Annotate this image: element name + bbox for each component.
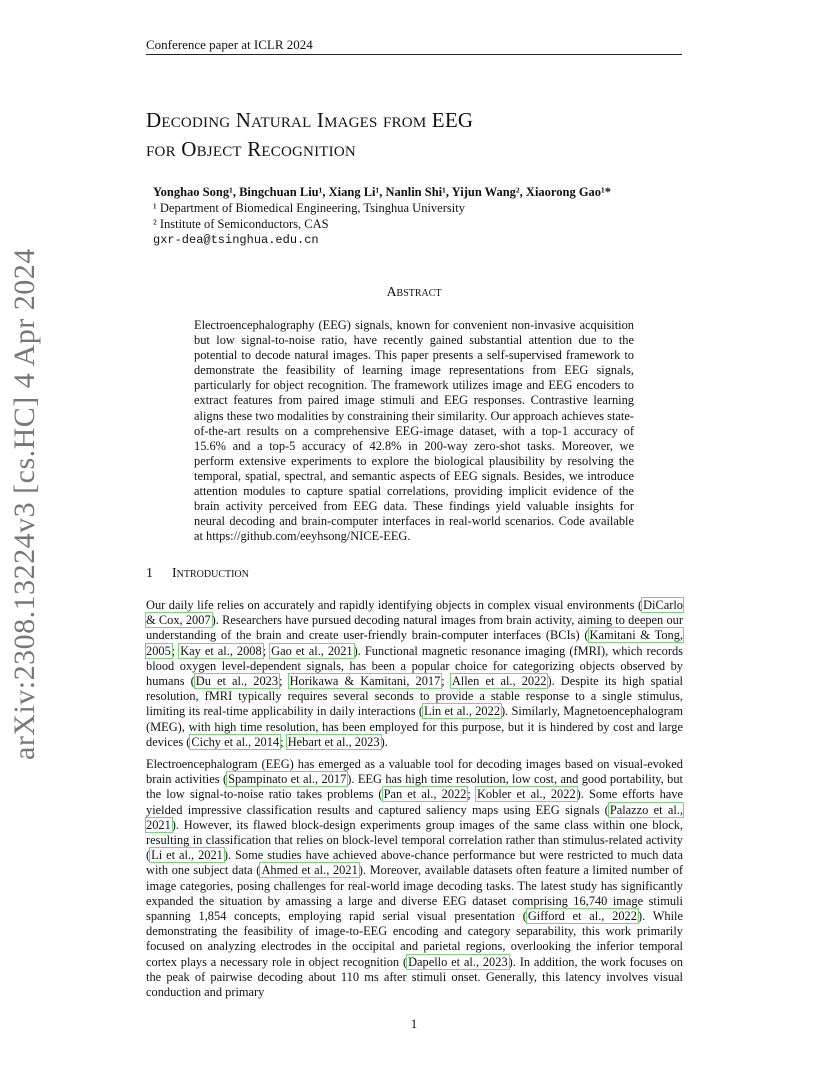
section-number: 1 [146,566,153,581]
abstract-heading: Abstract [386,285,442,300]
section-title: Introduction [172,566,249,581]
affiliation-1: ¹ Department of Biomedical Engineering, Tsinghua University [153,201,465,215]
citation-link[interactable]: Hebart et al., 2023 [287,734,380,749]
citation-link[interactable]: Allen et al., 2022 [451,674,547,689]
abstract-text: Electroencephalography (EEG) signals, known for convenient non-invasive acquisition but low signal-to-noise ratio, have recently gained substantial attention due to the potential to decode natural images. This paper presents a self-supervised framework to demonstrate the feasibility of learning image representations from EEG signals, particularly for object recognition. The framework utilizes image and EEG encoders to extract features from paired image stimuli and EEG responses. Contrastive learning aligns these two modalities by constraining their similarity. Our approach achieves state-of-the-art results on a comprehensive EEG-image dataset, with a top-1 accuracy of 15.6% and a top-5 accuracy of 42.8% in 200-way zero-shot tasks. Moreover, we perform extensive experiments to explore the biological plausibility by resolving the temporal, spatial, spectral, and semantic aspects of EEG signals. Besides, we introduce attention modules to capture spatial correlations, providing implicit evidence of the brain activity perceived from EEG data. These findings yield valuable insights for neural decoding and brain-computer interfaces in real-world scenarios. Code available at https://github.com/eeyhsong/NICE-EEG. [194,318,634,544]
intro-body [146,598,683,1007]
citation-link[interactable]: DiCarlo & Cox, 2007 [146,598,683,628]
author-names: Yonghao Song¹, Bingchuan Liu¹, Xiang Li¹, Nanlin Shi¹, Yijun Wang², Xiaorong Gao¹* [153,185,612,199]
citation-link[interactable]: Spampinato et al., 2017 [228,772,347,787]
intro-paragraph-2: Electroencephalogram (EEG) has emerged as a valuable tool for decoding images based on visual-evoked brain activities (Spampinato et al., 2017). EEG has high time resolution, low cost, and good portability, but the low signal-to-noise ratio takes problems (Pan et al., 2022; Kobler et al., 2022). Some efforts have yielded impressive classification results and captured saliency maps using EEG signals (Palazzo et al., 2021). However, its flawed block-design experiments group images of the same class within one block, resulting in classification that relies on block-level temporal correlation rather than stimulus-related activity (Li et al., 2021). Some studies have achieved above-chance performance but were restricted to much data with one subject data (Ahmed et al., 2021). Moreover, available datasets often feature a limited number of image categories, posing challenges for real-world image decoding tasks. The latest study has significantly expanded the situation by amassing a large and diverse EEG dataset comprising 16,740 image stimuli spanning 1,854 concepts, employing rapid serial visual presentation (Gifford et al., 2022). While demonstrating the feasibility of image-to-EEG encoding and category separability, this work primarily focused on analyzing electrodes in the occipital and parietal regions, overlooking the inferior temporal cortex plays a necessary role in object recognition (Dapello et al., 2023). In addition, the work focuses on the peak of pairwise decoding about 110 ms after stimuli onset. Generally, this latency involves visual conduction and primary [146,757,684,1000]
intro-paragraph-1: Our daily life relies on accurately and rapidly identifying objects in complex visual environments (DiCarlo & Cox, 2007). Researchers have pursued decoding natural images from brain activity, aiming to deepen our understanding of the brain and create user-friendly brain-computer interfaces (BCIs) (Kamitani & Tong, 2005; Kay et al., 2008; Gao et al., 2021). Functional magnetic resonance imaging (fMRI), which records blood oxygen level-dependent signals, has been a popular choice for categorizing objects observed by humans (Du et al., 2023; Horikawa & Kamitani, 2017; Allen et al., 2022). Despite its high spatial resolution, fMRI typically requires several seconds to provide a stable response to a single stimulus, limiting its real-time applicability in daily interactions (Lin et al., 2022). Similarly, Magnetoencephalogram (MEG), with high time resolution, has been employed for this purpose, but it is hindered by cost and large devices (Cichy et al., 2014; Hebart et al., 2023). [146,598,684,749]
citation-link[interactable]: Du et al., 2023 [195,674,279,689]
citation-link[interactable]: Horikawa & Kamitani, 2017 [289,674,441,689]
citation-link[interactable]: Cichy et al., 2014 [191,734,280,749]
arxiv-identifier: arXiv:2308.13224v3 [cs.HC] 4 Apr 2024 [8,248,41,760]
citation-link[interactable]: Dapello et al., 2023 [408,954,508,969]
citation-link[interactable]: Palazzo et al., 2021 [146,802,683,832]
title-line-1: Decoding Natural Images from EEG [146,108,474,132]
citation-link[interactable]: Lin et al., 2022 [424,704,501,719]
title-line-2: for Object Recognition [146,137,356,161]
citation-link[interactable]: Kamitani & Tong, 2005 [146,628,684,658]
author-block [153,184,693,248]
citation-link[interactable]: Li et al., 2021 [151,848,223,863]
citation-link[interactable]: Kay et al., 2008 [180,643,262,658]
running-header: Conference paper at ICLR 2024 [146,37,313,52]
citation-link[interactable]: Kobler et al., 2022 [476,787,576,802]
affiliation-2: ² Institute of Semiconductors, CAS [153,217,329,231]
page-number: 1 [410,1016,418,1031]
citation-link[interactable]: Ahmed et al., 2021 [261,863,358,878]
section-heading [146,566,249,582]
header-rule [146,54,682,55]
citation-link[interactable]: Gifford et al., 2022 [527,909,637,924]
paper-title [146,106,706,164]
citation-link[interactable]: Gao et al., 2021 [271,643,353,658]
author-email[interactable]: gxr-dea@tsinghua.edu.cn [153,233,319,247]
citation-link[interactable]: Pan et al., 2022 [383,787,467,802]
